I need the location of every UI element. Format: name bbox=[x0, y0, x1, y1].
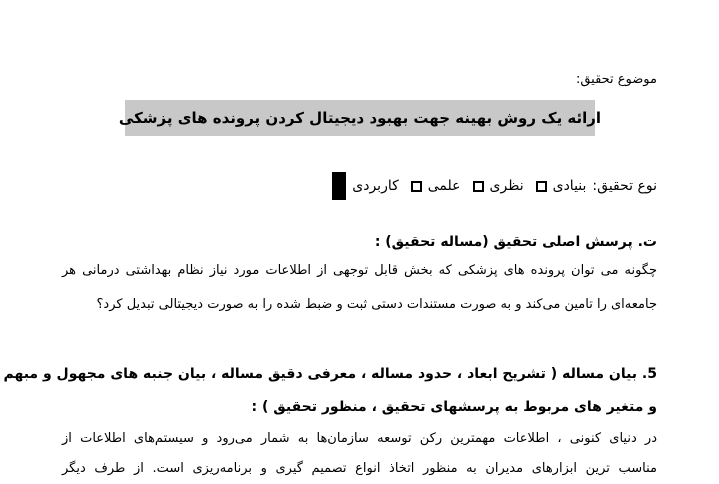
checkbox-icon[interactable] bbox=[536, 181, 547, 192]
checkbox-icon[interactable] bbox=[411, 181, 422, 192]
question-heading: ت. پرسش اصلی تحقیق (مساله تحقیق) : bbox=[374, 234, 657, 250]
option-label: علمی bbox=[427, 178, 461, 194]
problem-text-line-1: در دنیای کنونی ، اطلاعات مهمترین رکن توسعه سازمان‌ها به شمار می‌رود و سیستم‌های اطلاعات از bbox=[62, 431, 657, 446]
research-type-label: نوع تحقیق: bbox=[592, 178, 657, 194]
problem-heading-line-2: و متغیر های مربوط به پرسشهای تحقیق ، منظور تحقیق ) : bbox=[251, 399, 657, 415]
problem-heading-line-1: 5. بیان مساله ( تشریح ابعاد ، حدود مساله ، معرفی دقیق مساله ، بیان جنبه های مجهول و مبهم bbox=[3, 366, 657, 382]
checkbox-icon[interactable] bbox=[473, 181, 484, 192]
research-title: ارائه یک روش بهینه جهت بهبود دیجیتال کردن پرونده های پزشکی bbox=[125, 100, 595, 136]
checkbox-checked-icon[interactable] bbox=[332, 172, 346, 200]
research-type-option-applied[interactable] bbox=[332, 172, 399, 200]
research-type-option-scientific[interactable] bbox=[411, 178, 461, 194]
option-label: کاربردی bbox=[352, 178, 399, 194]
research-type-option-theoretical[interactable] bbox=[473, 178, 524, 194]
research-type-option-fundamental[interactable] bbox=[536, 178, 587, 194]
option-label: بنیادی bbox=[552, 178, 587, 194]
problem-text-line-2: مناسب ترین ابزارهای مدیران به منظور اتخاذ انواع تصمیم گیری و برنامه‌ریزی است. از طرف دیگر bbox=[62, 461, 657, 476]
option-label: نظری bbox=[489, 178, 524, 194]
question-text-line-2: جامعه‌ای را تامین می‌کند و به صورت مستندات دستی ثبت و ضبط شده را به صورت دیجیتالی تبدیل کرد؟ bbox=[96, 297, 657, 312]
subject-label: موضوع تحقیق: bbox=[575, 72, 657, 87]
research-type-row bbox=[320, 172, 657, 200]
question-text-line-1: چگونه می توان پرونده های پزشکی که بخش قابل توجهی از اطلاعات مورد نیاز نظام بهداشتی درمانی هر bbox=[62, 263, 657, 278]
